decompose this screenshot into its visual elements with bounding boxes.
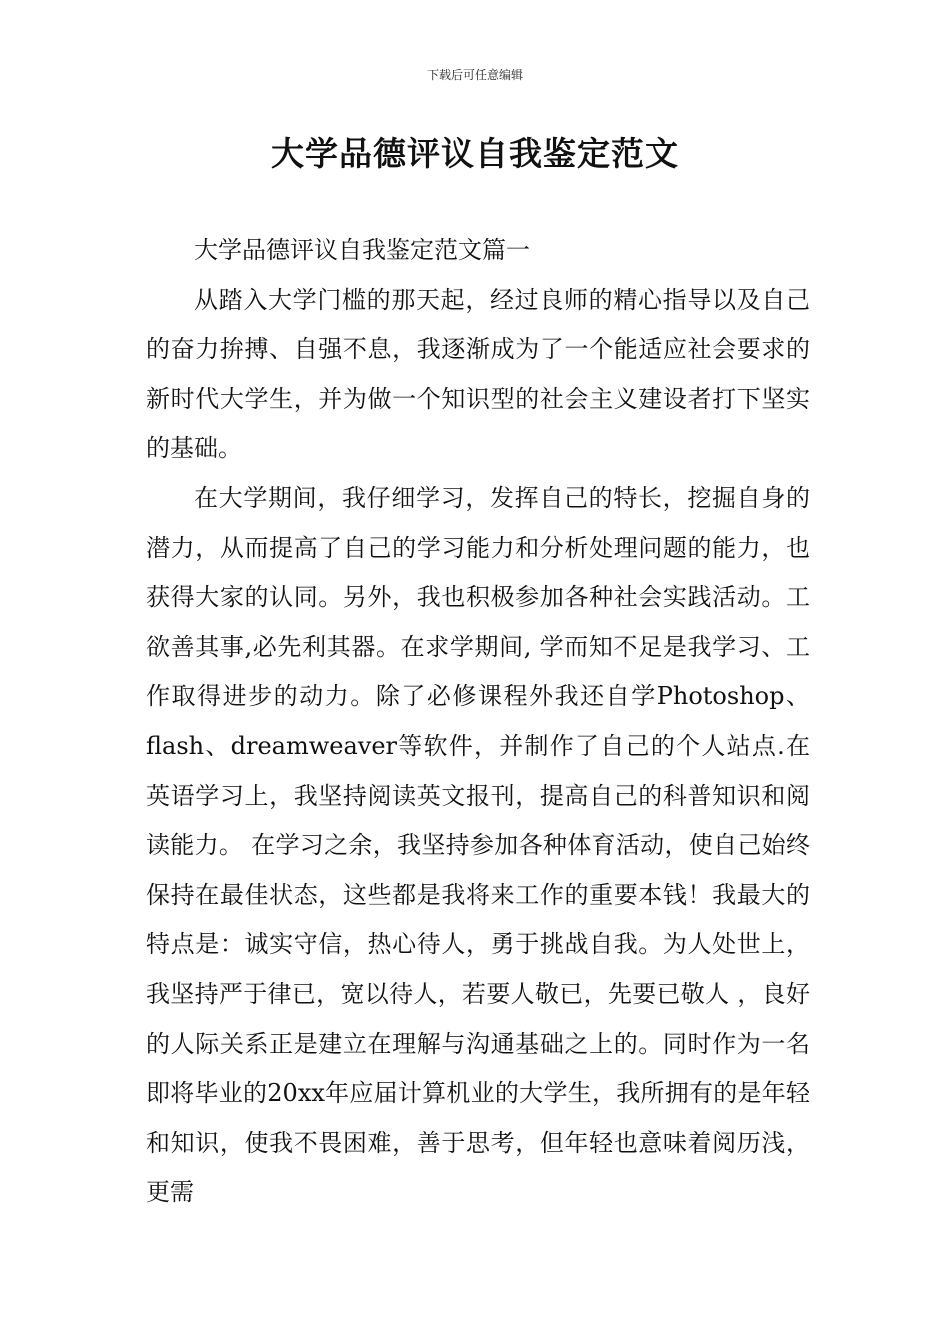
- section-heading: 大学品德评议自我鉴定范文篇一: [194, 236, 530, 264]
- paragraph: 在大学期间，我仔细学习，发挥自己的特长，挖掘自身的潜力，从而提高了自己的学习能力和分析处理问题的能力，也获得大家的认同。另外，我也积极参加各种社会实践活动。工欲善其事,必先利其器。在求学期间, 学而知不足是我学习、工作取得进步的动力。除了必修课程外我还自学Photoshop、flash、dreamweaver等软件，并制作了自己的个人站点.在英语学习上，我坚持阅读英文报刊，提高自己的科普知识和阅读能力。 在学习之余，我坚持参加各种体育活动，使自己始终保持在最佳状态，这些都是我将来工作的重要本钱！我最大的特点是：诚实守信，热心待人，勇于挑战自我。为人处世上，我坚持严于律已，宽以待人，若要人敬已，先要已敬人 ，良好的人际关系正是建立在理解与沟通基础之上的。同时作为一名即将毕业的20xx年应届计算机业的大学生，我所拥有的是年轻和知识，使我不畏困难，善于思考，但年轻也意味着阅历浅，更需: [146, 483, 810, 1207]
- document-body: [146, 226, 810, 1218]
- document-title: 大学品德评议自我鉴定范文: [271, 134, 679, 173]
- paragraph: 从踏入大学门槛的那天起，经过良师的精心指导以及自己的奋力拚搏、自强不息，我逐渐成为了一个能适应社会要求的新时代大学生，并为做一个知识型的社会主义建设者打下坚实的基础。: [146, 285, 810, 463]
- header-note: 下载后可任意编辑: [426, 68, 523, 82]
